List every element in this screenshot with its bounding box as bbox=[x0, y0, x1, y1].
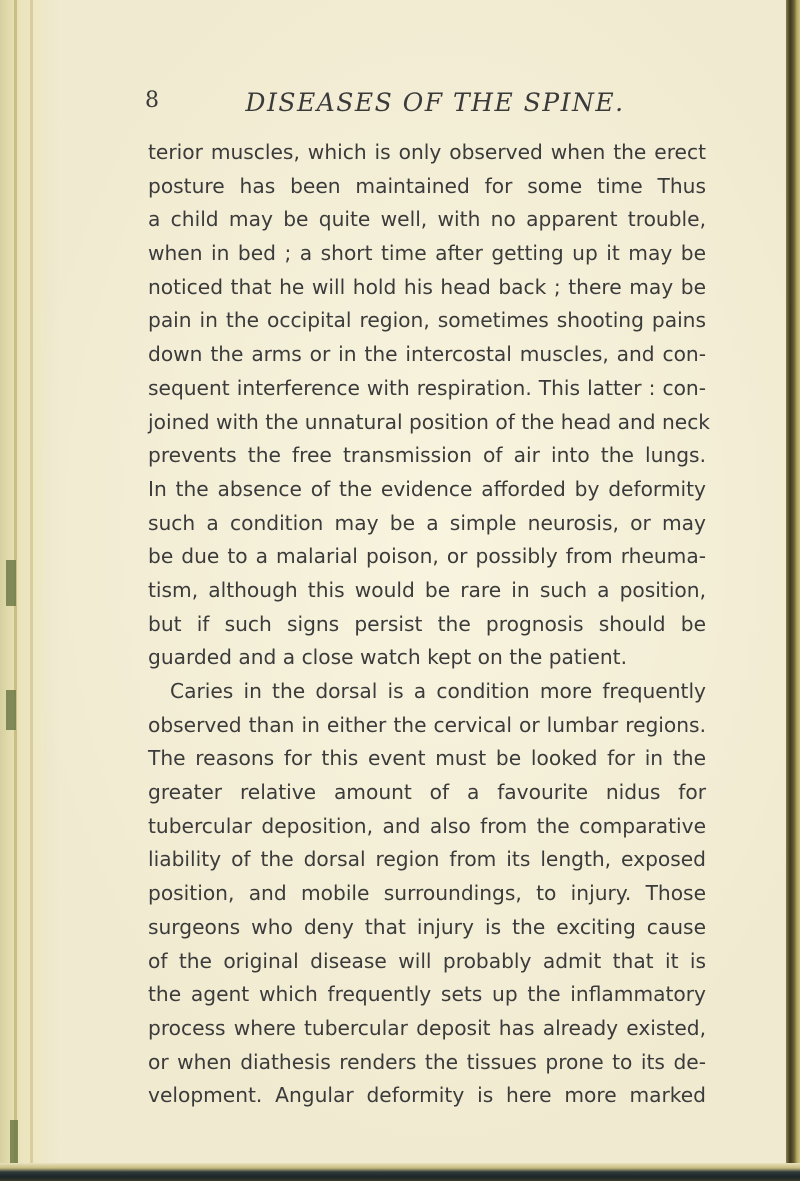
text-line: Caries in the dorsal is a condition more frequently bbox=[170, 679, 706, 703]
text-line: velopment. Angular deformity is here more marked bbox=[148, 1083, 706, 1108]
body-text bbox=[148, 136, 710, 1113]
text-line: or when diathesis renders the tissues prone to its de- bbox=[148, 1049, 706, 1074]
binding-thread-mark bbox=[6, 560, 16, 606]
text-line: when in bed ; a short time after getting up it may be bbox=[148, 241, 706, 266]
text-line: surgeons who deny that injury is the exciting cause bbox=[148, 914, 706, 939]
text-line: prevents the free transmission of air into the lungs. bbox=[148, 443, 706, 468]
text-line: guarded and a close watch kept on the patient. bbox=[148, 645, 627, 670]
text-line: sequent interference with respiration. This latter : con- bbox=[148, 375, 706, 400]
text-line: noticed that he will hold his head back ; there may be bbox=[148, 274, 706, 299]
binding-thread-mark bbox=[10, 1120, 18, 1164]
page-bottom-edge bbox=[0, 1163, 800, 1181]
text-line: process where tubercular deposit has already existed, bbox=[148, 1015, 706, 1040]
text-line: pain in the occipital region, sometimes shooting pains bbox=[148, 308, 706, 333]
text-line: be due to a malarial poison, or possibly from rheuma- bbox=[148, 544, 706, 569]
text-line: down the arms or in the intercostal muscles, and con- bbox=[148, 342, 706, 367]
text-line: such a condition may be a simple neurosis, or may bbox=[148, 510, 706, 535]
text-line: position, and mobile surroundings, to injury. Those bbox=[148, 881, 706, 906]
text-line: tism, although this would be rare in such a position, bbox=[148, 577, 706, 602]
text-line: liability of the dorsal region from its length, exposed bbox=[148, 847, 706, 872]
text-line: tubercular deposition, and also from the comparative bbox=[148, 813, 706, 838]
binding-gutter bbox=[0, 0, 44, 1181]
text-line: joined with the unnatural position of the head and neck bbox=[148, 409, 710, 434]
binding-thread-mark bbox=[6, 690, 16, 730]
binding-stripe bbox=[30, 0, 33, 1181]
running-title: DISEASES OF THE SPINE. bbox=[245, 88, 625, 117]
text-line: The reasons for this event must be looked for in the bbox=[148, 746, 706, 771]
text-line: In the absence of the evidence afforded by deformity bbox=[148, 476, 706, 501]
text-line: the agent which frequently sets up the inflammatory bbox=[148, 982, 706, 1007]
running-head bbox=[145, 88, 705, 128]
text-line: greater relative amount of a favourite nidus for bbox=[148, 780, 706, 805]
text-line: posture has been maintained for some time Thus bbox=[148, 173, 706, 198]
text-line: a child may be quite well, with no apparent trouble, bbox=[148, 207, 706, 232]
page-fore-edge bbox=[786, 0, 800, 1181]
text-line: observed than in either the cervical or lumbar regions. bbox=[148, 712, 706, 737]
page-number: 8 bbox=[145, 88, 159, 113]
text-line: of the original disease will probably admit that it is bbox=[148, 948, 706, 973]
text-line: but if such signs persist the prognosis should be bbox=[148, 611, 706, 636]
text-line: terior muscles, which is only observed when the erect bbox=[148, 140, 706, 164]
